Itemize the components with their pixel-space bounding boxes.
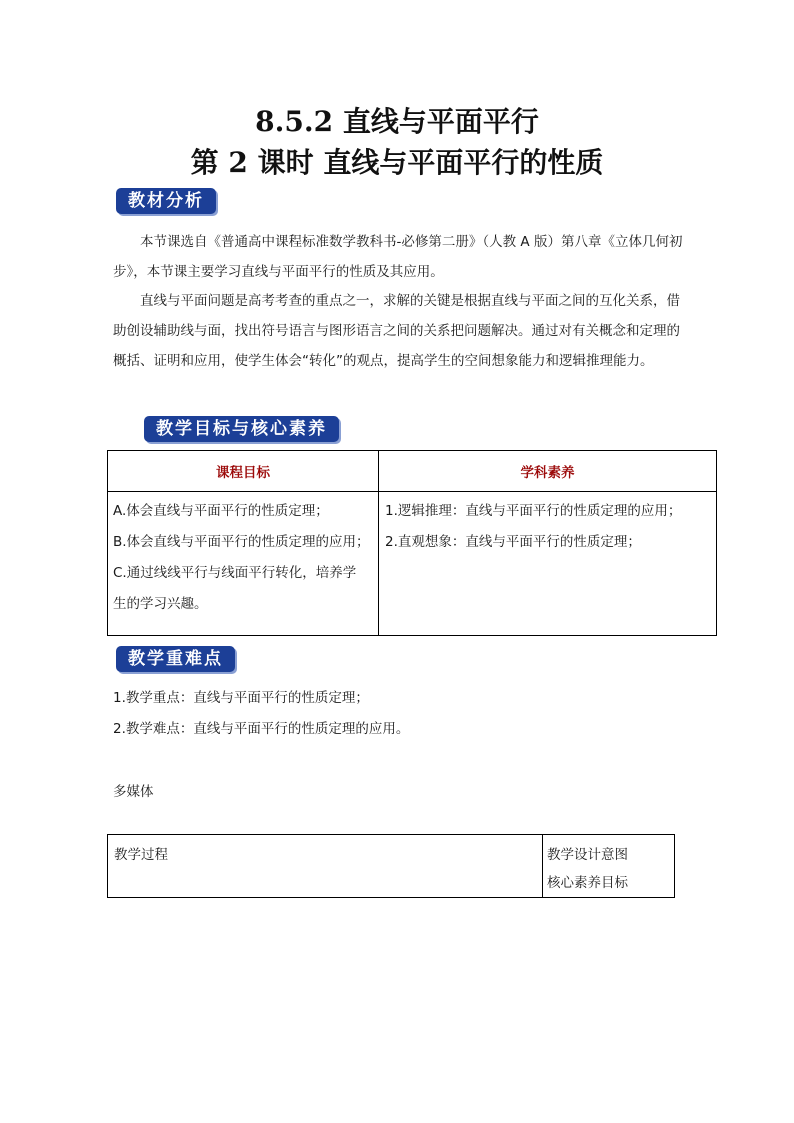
- literacy-item-1: 1.逻辑推理：直线与平面平行的性质定理的应用；: [385, 503, 682, 519]
- analysis-paragraph-1: 本节课选自《普通高中课程标准数学教科书-必修第二册》（人教 A 版）第八章《立体几何初步》，本节课主要学习直线与平面平行的性质及其应用。: [113, 234, 683, 280]
- design-intent-label: 教学设计意图: [547, 847, 628, 863]
- literacy-goal-label: 核心素养目标: [547, 875, 628, 891]
- key-point-item: 1.教学重点：直线与平面平行的性质定理；: [113, 690, 369, 706]
- lesson-title: 第 2 课时 直线与平面平行的性质: [190, 146, 604, 179]
- goals-header-literacy: 学科素养: [379, 451, 717, 492]
- analysis-paragraph-2: 直线与平面问题是高考考查的重点之一，求解的关键是根据直线与平面之间的互化关系，借助创设辅助线与面，找出符号语言与图形语言之间的关系把问题解决。通过对有关概念和定理的概括、证明和应用，使学生体会“转化”的观点，提高学生的空间想象能力和逻辑推理能力。: [113, 293, 680, 369]
- goals-literacy-cell: [379, 492, 717, 636]
- section-tag-keypoints: 教学重难点: [116, 646, 235, 672]
- lesson-number-title: 8.5.2 直线与平面平行: [255, 105, 539, 138]
- difficult-point-item: 2.教学难点：直线与平面平行的性质定理的应用。: [113, 721, 410, 737]
- course-goal-b: B.体会直线与平面平行的性质定理的应用；: [113, 534, 370, 550]
- literacy-item-2: 2.直观想象：直线与平面平行的性质定理；: [385, 534, 641, 550]
- media-label: 多媒体: [113, 784, 154, 800]
- course-goal-a: A.体会直线与平面平行的性质定理；: [113, 503, 329, 519]
- section-tag-goals: 教学目标与核心素养: [144, 416, 339, 442]
- goals-course-cell: [108, 492, 379, 636]
- process-table: [107, 834, 675, 898]
- section-tag-analysis: 教材分析: [116, 188, 216, 214]
- goals-table: [107, 450, 717, 636]
- course-goal-c: C.通过线线平行与线面平行转化，培养学: [113, 565, 357, 581]
- goals-header-course: 课程目标: [108, 451, 379, 492]
- course-goal-c-cont: 生的学习兴趣。: [113, 596, 208, 612]
- design-intent-cell: [543, 835, 675, 898]
- process-cell: [108, 835, 543, 898]
- process-label: 教学过程: [114, 847, 168, 863]
